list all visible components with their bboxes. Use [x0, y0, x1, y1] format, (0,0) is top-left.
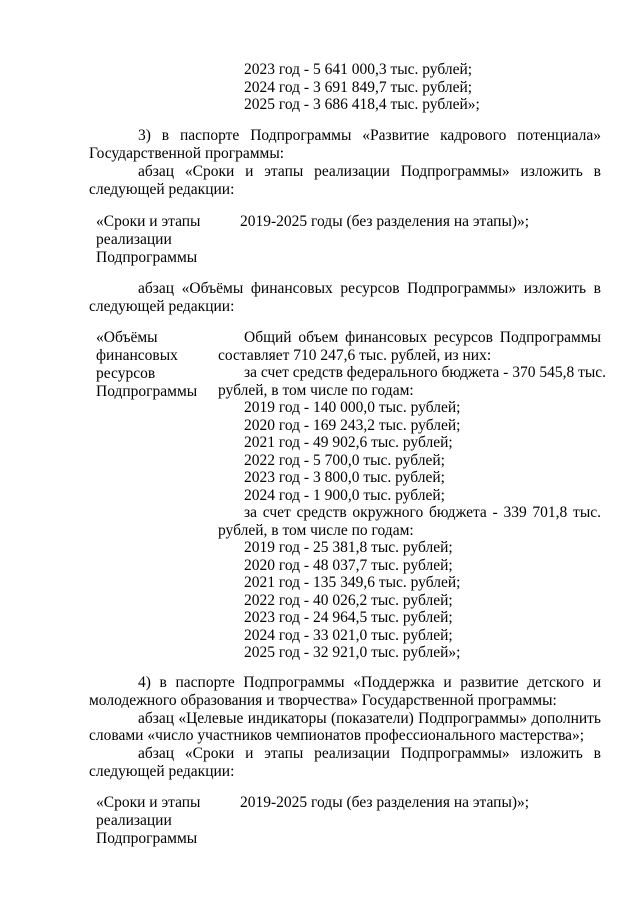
fed-year-2024: 2024 год - 1 900,0 тыс. рублей;: [244, 487, 445, 504]
item4-sroki-label-line2: реализации: [96, 812, 172, 829]
fed-year-2019: 2019 год - 140 000,0 тыс. рублей;: [244, 399, 461, 416]
okr-year-2020: 2020 год - 48 037,7 тыс. рублей;: [244, 557, 453, 574]
item3-abzac1-line2: следующей редакции:: [89, 181, 235, 198]
top-year-2025: 2025 год - 3 686 418,4 тыс. рублей»;: [244, 96, 480, 113]
fed-year-2021: 2021 год - 49 902,6 тыс. рублей;: [244, 434, 453, 451]
item4-heading-line2: молодежного образования и творчества» Государственной программы:: [89, 692, 557, 709]
item4-heading-line1: 4) в паспорте Подпрограммы «Поддержка и развитие детского и: [138, 674, 601, 691]
item3-obemy-label-line3: ресурсов: [96, 365, 156, 382]
fed-year-2022: 2022 год - 5 700,0 тыс. рублей;: [244, 452, 445, 469]
item4-sroki-label-line1: «Сроки и этапы: [96, 794, 201, 811]
item3-sroki-label-line2: реализации: [96, 231, 172, 248]
item3-heading-line1: 3) в паспорте Подпрограммы «Развитие кадрового потенциала»: [138, 127, 601, 144]
top-year-2024: 2024 год - 3 691 849,7 тыс. рублей;: [244, 79, 473, 96]
obemy-okr-line2: рублей, в том числе по годам:: [218, 522, 414, 539]
item3-heading-line2: Государственной программы:: [89, 145, 285, 162]
item3-sroki-label: [96, 213, 216, 267]
item3-abzac2-line1: абзац «Объёмы финансовых ресурсов Подпрограммы» изложить в: [138, 280, 601, 297]
fed-year-2020: 2020 год - 169 243,2 тыс. рублей;: [244, 417, 461, 434]
okr-year-2019: 2019 год - 25 381,8 тыс. рублей;: [244, 539, 453, 556]
item3-obemy-label-line1: «Объёмы: [96, 329, 158, 346]
item3-sroki-label-line3: Подпрограммы: [96, 249, 198, 266]
fed-year-2023: 2023 год - 3 800,0 тыс. рублей;: [244, 469, 445, 486]
obemy-total-line1: Общий объем финансовых ресурсов Подпрограммы: [244, 329, 601, 346]
item4-abzac2-line2: следующей редакции:: [89, 763, 235, 780]
item3-sroki-value: 2019-2025 годы (без разделения на этапы)»;: [240, 213, 530, 230]
obemy-fed-line1: за счет средств федерального бюджета - 370 545,8 тыс.: [244, 364, 607, 381]
okr-year-2023: 2023 год - 24 964,5 тыс. рублей;: [244, 609, 453, 626]
item3-obemy-label-line4: Подпрограммы: [96, 383, 198, 400]
item3-abzac2-line2: следующей редакции:: [89, 298, 235, 315]
top-year-2023: 2023 год - 5 641 000,3 тыс. рублей;: [244, 61, 473, 78]
item3-sroki-label-line1: «Сроки и этапы: [96, 213, 201, 230]
okr-year-2025: 2025 год - 32 921,0 тыс. рублей»;: [244, 644, 461, 661]
item3-obemy-label: [96, 329, 216, 401]
item4-abzac1-line1: абзац «Целевые индикаторы (показатели) Подпрограммы» дополнить: [138, 710, 601, 727]
okr-year-2021: 2021 год - 135 349,6 тыс. рублей;: [244, 574, 461, 591]
item4-abzac1-line2: словами «число участников чемпионатов профессионального мастерства»;: [89, 727, 585, 744]
item4-sroki-value: 2019-2025 годы (без разделения на этапы)»;: [240, 794, 530, 811]
item4-sroki-label: [96, 794, 216, 848]
obemy-fed-line2: рублей, в том числе по годам:: [218, 382, 414, 399]
obemy-total-line2: составляет 710 247,6 тыс. рублей, из них:: [218, 347, 492, 364]
item4-abzac2-line1: абзац «Сроки и этапы реализации Подпрограммы» изложить в: [138, 745, 601, 762]
okr-year-2024: 2024 год - 33 021,0 тыс. рублей;: [244, 627, 453, 644]
okr-year-2022: 2022 год - 40 026,2 тыс. рублей;: [244, 592, 453, 609]
item3-abzac1-line1: абзац «Сроки и этапы реализации Подпрограммы» изложить в: [138, 163, 601, 180]
item3-obemy-label-line2: финансовых: [96, 347, 178, 364]
item4-sroki-label-line3: Подпрограммы: [96, 830, 198, 847]
obemy-okr-line1: за счет средств окружного бюджета - 339 701,8 тыс.: [244, 504, 601, 521]
